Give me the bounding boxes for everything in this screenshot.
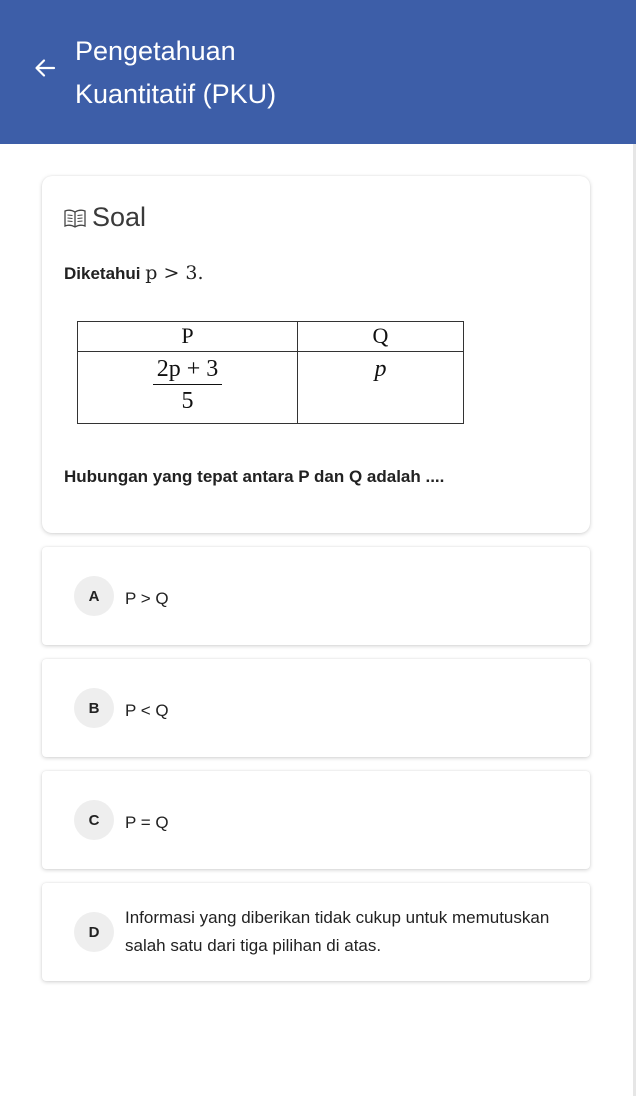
option-text-a: P > Q (125, 589, 169, 608)
fraction (153, 356, 223, 417)
option-d[interactable] (42, 883, 590, 981)
premise-label: Diketahui (64, 264, 141, 283)
premise-math: p > 3. (145, 262, 204, 284)
option-b[interactable] (42, 659, 590, 757)
option-a[interactable] (42, 547, 590, 645)
question-header (64, 202, 146, 233)
option-letter-c: C (74, 800, 114, 840)
arrow-left-icon (33, 56, 57, 80)
fraction-denominator: 5 (181, 388, 194, 414)
option-text-b: P < Q (125, 701, 169, 720)
option-c[interactable] (42, 771, 590, 869)
option-text-c: P = Q (125, 813, 169, 832)
option-letter-d: D (74, 912, 114, 952)
table-header-p: P (78, 322, 298, 352)
question-card (42, 176, 590, 533)
option-letter-b: B (74, 688, 114, 728)
table-cell-p (78, 352, 298, 424)
option-text-d: Informasi yang diberikan tidak cukup untuk memutuskan salah satu dari tiga pilihan di atas. (125, 908, 550, 955)
option-letter-a: A (74, 576, 114, 616)
table-cell-q: p (298, 352, 464, 424)
comparison-table (77, 321, 464, 424)
app-bar (0, 0, 636, 144)
back-button[interactable] (30, 53, 60, 83)
question-section-label: Soal (92, 202, 147, 232)
page-title: Pengetahuan Kuantitatif (PKU) (75, 36, 277, 109)
book-icon (64, 208, 86, 228)
question-premise (64, 262, 204, 284)
fraction-numerator: 2p + 3 (153, 356, 223, 385)
question-prompt: Hubungan yang tepat antara P dan Q adalah .... (64, 467, 445, 486)
table-header-q: Q (298, 322, 464, 352)
